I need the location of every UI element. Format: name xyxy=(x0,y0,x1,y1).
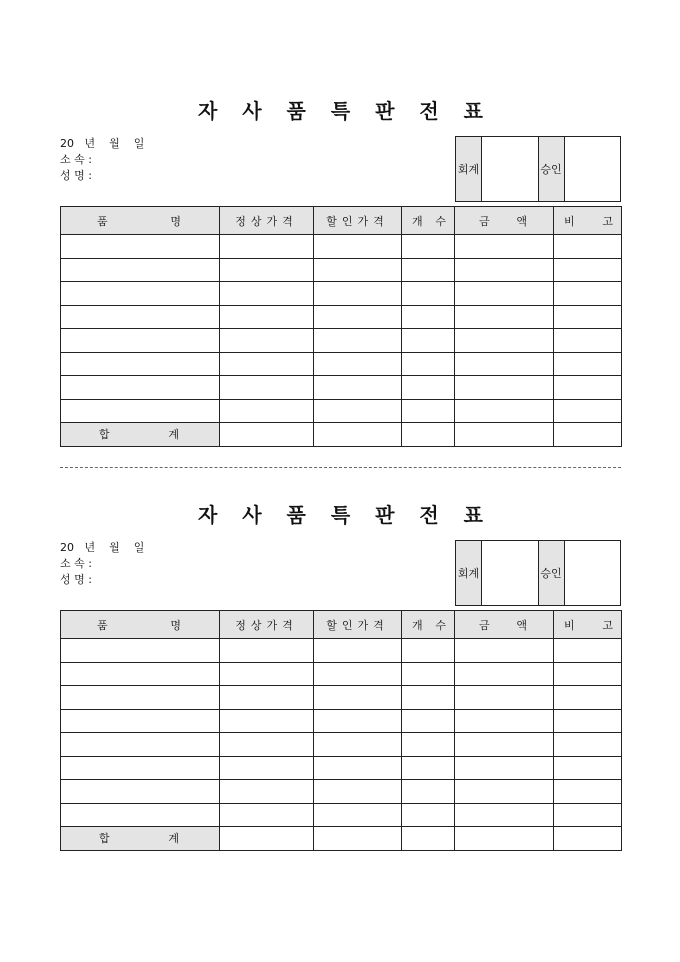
total-label: 합 계 xyxy=(61,423,220,447)
discount-price-cell[interactable] xyxy=(314,686,402,710)
note-cell[interactable] xyxy=(554,329,622,353)
table-row xyxy=(61,803,622,827)
table-header-row xyxy=(61,207,622,235)
note-cell[interactable] xyxy=(554,352,622,376)
regular-price-cell[interactable] xyxy=(220,376,314,400)
table-row xyxy=(61,686,622,710)
total-regular-price-cell[interactable] xyxy=(220,827,314,851)
regular-price-cell[interactable] xyxy=(220,709,314,733)
table-row xyxy=(61,780,622,804)
discount-price-cell[interactable] xyxy=(314,376,402,400)
total-amount-cell[interactable] xyxy=(455,827,554,851)
quantity-cell[interactable] xyxy=(402,709,455,733)
amount-cell[interactable] xyxy=(455,733,554,757)
total-quantity-cell[interactable] xyxy=(402,827,455,851)
total-quantity-cell[interactable] xyxy=(402,423,455,447)
note-cell[interactable] xyxy=(554,803,622,827)
regular-price-cell[interactable] xyxy=(220,258,314,282)
amount-cell[interactable] xyxy=(455,639,554,663)
table-row xyxy=(61,639,622,663)
discount-price-cell[interactable] xyxy=(314,780,402,804)
quantity-cell[interactable] xyxy=(402,305,455,329)
regular-price-cell[interactable] xyxy=(220,235,314,259)
form-header xyxy=(60,136,621,206)
approve-sign-cell[interactable] xyxy=(565,137,621,201)
amount-cell[interactable] xyxy=(455,258,554,282)
regular-price-cell[interactable] xyxy=(220,329,314,353)
affiliation-line[interactable]: 소 속 : xyxy=(60,153,92,166)
total-amount-cell[interactable] xyxy=(455,423,554,447)
quantity-cell[interactable] xyxy=(402,282,455,306)
regular-price-cell[interactable] xyxy=(220,639,314,663)
total-row xyxy=(61,827,622,851)
quantity-cell[interactable] xyxy=(402,780,455,804)
table-row xyxy=(61,399,622,423)
name-line[interactable]: 성 명 : xyxy=(60,169,92,182)
col-regular-price: 정상가격 xyxy=(220,207,314,235)
accounting-label: 회계 xyxy=(456,541,482,605)
approve-sign-cell[interactable] xyxy=(565,541,621,605)
note-cell[interactable] xyxy=(554,399,622,423)
col-amount: 금 액 xyxy=(455,611,554,639)
quantity-cell[interactable] xyxy=(402,662,455,686)
table-row xyxy=(61,352,622,376)
col-item-name: 품 명 xyxy=(61,207,220,235)
note-cell[interactable] xyxy=(554,709,622,733)
table-row xyxy=(61,756,622,780)
amount-cell[interactable] xyxy=(455,352,554,376)
discount-price-cell[interactable] xyxy=(314,305,402,329)
item-name-cell[interactable] xyxy=(61,780,220,804)
regular-price-cell[interactable] xyxy=(220,686,314,710)
total-note-cell[interactable] xyxy=(554,827,622,851)
discount-price-cell[interactable] xyxy=(314,803,402,827)
note-cell[interactable] xyxy=(554,305,622,329)
form-meta xyxy=(60,136,144,184)
form-header xyxy=(60,540,621,610)
name-line[interactable]: 성 명 : xyxy=(60,573,92,586)
note-cell[interactable] xyxy=(554,662,622,686)
item-name-cell[interactable] xyxy=(61,639,220,663)
discount-price-cell[interactable] xyxy=(314,282,402,306)
discount-price-cell[interactable] xyxy=(314,709,402,733)
item-name-cell[interactable] xyxy=(61,329,220,353)
note-cell[interactable] xyxy=(554,282,622,306)
amount-cell[interactable] xyxy=(455,780,554,804)
amount-cell[interactable] xyxy=(455,756,554,780)
total-regular-price-cell[interactable] xyxy=(220,423,314,447)
discount-price-cell[interactable] xyxy=(314,399,402,423)
form-meta xyxy=(60,540,144,588)
table-row xyxy=(61,305,622,329)
regular-price-cell[interactable] xyxy=(220,803,314,827)
regular-price-cell[interactable] xyxy=(220,780,314,804)
note-cell[interactable] xyxy=(554,686,622,710)
accounting-sign-cell[interactable] xyxy=(482,137,539,201)
item-name-cell[interactable] xyxy=(61,733,220,757)
amount-cell[interactable] xyxy=(455,282,554,306)
note-cell[interactable] xyxy=(554,780,622,804)
regular-price-cell[interactable] xyxy=(220,733,314,757)
items-body xyxy=(61,235,622,423)
slip-form-top xyxy=(60,96,621,447)
quantity-cell[interactable] xyxy=(402,376,455,400)
affiliation-line[interactable]: 소 속 : xyxy=(60,557,92,570)
regular-price-cell[interactable] xyxy=(220,352,314,376)
item-name-cell[interactable] xyxy=(61,709,220,733)
discount-price-cell[interactable] xyxy=(314,756,402,780)
quantity-cell[interactable] xyxy=(402,803,455,827)
regular-price-cell[interactable] xyxy=(220,756,314,780)
table-row xyxy=(61,709,622,733)
amount-cell[interactable] xyxy=(455,662,554,686)
table-row xyxy=(61,662,622,686)
item-name-cell[interactable] xyxy=(61,399,220,423)
quantity-cell[interactable] xyxy=(402,639,455,663)
note-cell[interactable] xyxy=(554,258,622,282)
amount-cell[interactable] xyxy=(455,376,554,400)
table-row xyxy=(61,376,622,400)
discount-price-cell[interactable] xyxy=(314,639,402,663)
table-row xyxy=(61,258,622,282)
total-row xyxy=(61,423,622,447)
note-cell[interactable] xyxy=(554,235,622,259)
note-cell[interactable] xyxy=(554,733,622,757)
quantity-cell[interactable] xyxy=(402,258,455,282)
item-name-cell[interactable] xyxy=(61,662,220,686)
form-title: 자 사 품 특 판 전 표 xyxy=(197,503,493,527)
total-discount-price-cell[interactable] xyxy=(314,827,402,851)
col-regular-price: 정상가격 xyxy=(220,611,314,639)
col-item-name: 품 명 xyxy=(61,611,220,639)
approval-box xyxy=(455,540,621,606)
item-name-cell[interactable] xyxy=(61,235,220,259)
regular-price-cell[interactable] xyxy=(220,662,314,686)
amount-cell[interactable] xyxy=(455,399,554,423)
items-body xyxy=(61,639,622,827)
note-cell[interactable] xyxy=(554,639,622,663)
item-name-cell[interactable] xyxy=(61,756,220,780)
regular-price-cell[interactable] xyxy=(220,305,314,329)
discount-price-cell[interactable] xyxy=(314,662,402,686)
item-name-cell[interactable] xyxy=(61,352,220,376)
total-note-cell[interactable] xyxy=(554,423,622,447)
discount-price-cell[interactable] xyxy=(314,352,402,376)
date-line[interactable]: 20 년 월 일 xyxy=(60,541,145,554)
table-row xyxy=(61,329,622,353)
accounting-sign-cell[interactable] xyxy=(482,541,539,605)
item-name-cell[interactable] xyxy=(61,305,220,329)
accounting-label: 회계 xyxy=(456,137,482,201)
amount-cell[interactable] xyxy=(455,305,554,329)
amount-cell[interactable] xyxy=(455,803,554,827)
quantity-cell[interactable] xyxy=(402,686,455,710)
approve-label: 승인 xyxy=(539,137,565,201)
col-quantity: 개 수 xyxy=(402,611,455,639)
note-cell[interactable] xyxy=(554,756,622,780)
item-name-cell[interactable] xyxy=(61,803,220,827)
regular-price-cell[interactable] xyxy=(220,282,314,306)
col-discount-price: 할인가격 xyxy=(314,611,402,639)
note-cell[interactable] xyxy=(554,376,622,400)
items-table xyxy=(60,610,622,851)
col-amount: 금 액 xyxy=(455,207,554,235)
quantity-cell[interactable] xyxy=(402,329,455,353)
approve-label: 승인 xyxy=(539,541,565,605)
table-header-row xyxy=(61,611,622,639)
table-row xyxy=(61,282,622,306)
discount-price-cell[interactable] xyxy=(314,235,402,259)
amount-cell[interactable] xyxy=(455,686,554,710)
slip-form-bottom xyxy=(60,500,621,851)
total-discount-price-cell[interactable] xyxy=(314,423,402,447)
amount-cell[interactable] xyxy=(455,329,554,353)
item-name-cell[interactable] xyxy=(61,258,220,282)
col-quantity: 개 수 xyxy=(402,207,455,235)
discount-price-cell[interactable] xyxy=(314,733,402,757)
regular-price-cell[interactable] xyxy=(220,399,314,423)
item-name-cell[interactable] xyxy=(61,686,220,710)
cut-line xyxy=(60,467,621,468)
quantity-cell[interactable] xyxy=(402,399,455,423)
quantity-cell[interactable] xyxy=(402,352,455,376)
amount-cell[interactable] xyxy=(455,235,554,259)
total-label: 합 계 xyxy=(61,827,220,851)
discount-price-cell[interactable] xyxy=(314,329,402,353)
item-name-cell[interactable] xyxy=(61,376,220,400)
item-name-cell[interactable] xyxy=(61,282,220,306)
col-discount-price: 할인가격 xyxy=(314,207,402,235)
date-line[interactable]: 20 년 월 일 xyxy=(60,137,145,150)
quantity-cell[interactable] xyxy=(402,235,455,259)
items-table xyxy=(60,206,622,447)
col-note: 비 고 xyxy=(554,611,622,639)
quantity-cell[interactable] xyxy=(402,733,455,757)
col-note: 비 고 xyxy=(554,207,622,235)
amount-cell[interactable] xyxy=(455,709,554,733)
quantity-cell[interactable] xyxy=(402,756,455,780)
form-title: 자 사 품 특 판 전 표 xyxy=(197,99,493,123)
approval-box xyxy=(455,136,621,202)
table-row xyxy=(61,235,622,259)
discount-price-cell[interactable] xyxy=(314,258,402,282)
table-row xyxy=(61,733,622,757)
